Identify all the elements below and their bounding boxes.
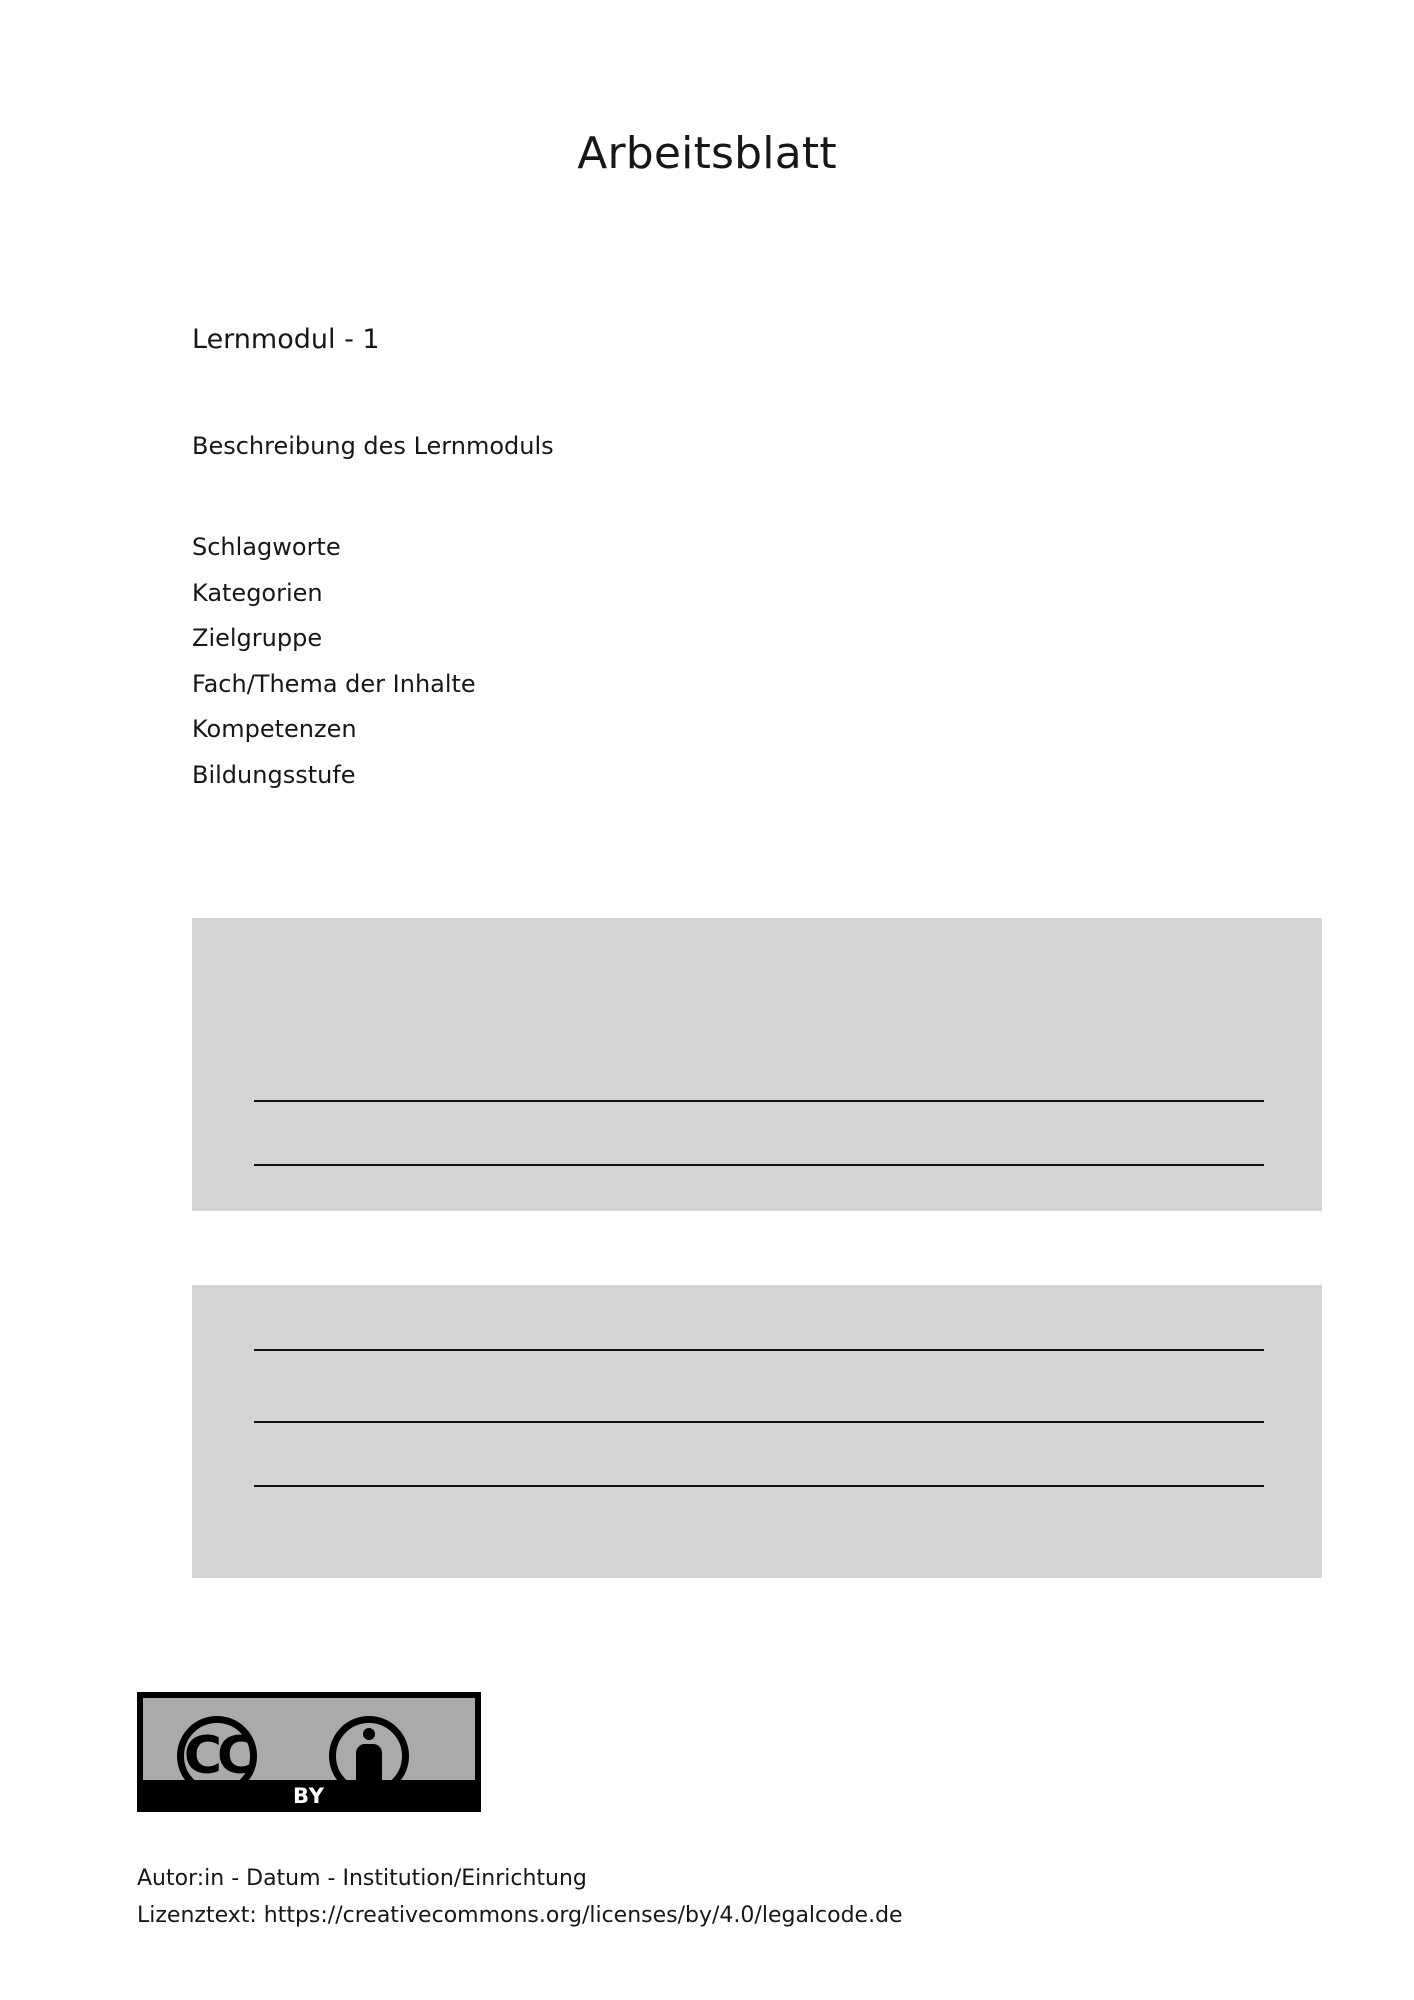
writing-rule: [254, 1485, 1264, 1487]
badge-label: BY: [292, 1784, 326, 1808]
cc-letters: CC: [183, 1726, 251, 1786]
writing-rule: [254, 1421, 1264, 1423]
module-title: Lernmodul - 1: [192, 324, 380, 355]
badge-grey-field: [143, 1698, 475, 1786]
person-head: [363, 1728, 375, 1740]
list-item: Zielgruppe: [192, 624, 323, 652]
content-placeholder-2: [192, 1285, 1322, 1578]
attribution-line: Autor:in - Datum - Institution/Einrichtung: [137, 1866, 587, 1891]
writing-rule: [254, 1100, 1264, 1102]
list-item: Fach/Thema der Inhalte: [192, 669, 476, 698]
module-description: Beschreibung des Lernmoduls: [192, 432, 554, 460]
content-placeholder-1: [192, 918, 1322, 1211]
list-item: Bildungsstufe: [192, 760, 356, 789]
list-item: Kategorien: [192, 578, 323, 607]
writing-rule: [254, 1164, 1264, 1166]
list-item: Kompetenzen: [192, 715, 357, 743]
page-title: Arbeitsblatt: [577, 128, 837, 179]
person-icon: [356, 1728, 382, 1786]
license-line: Lizenztext: https://creativecommons.org/licenses/by/4.0/legalcode.de: [137, 1903, 903, 1928]
metadata-list: [192, 525, 476, 798]
footer: [137, 1860, 1277, 1934]
writing-rule: [254, 1349, 1264, 1351]
list-item: Schlagworte: [192, 533, 341, 561]
creative-commons-badge-icon: [137, 1692, 481, 1812]
